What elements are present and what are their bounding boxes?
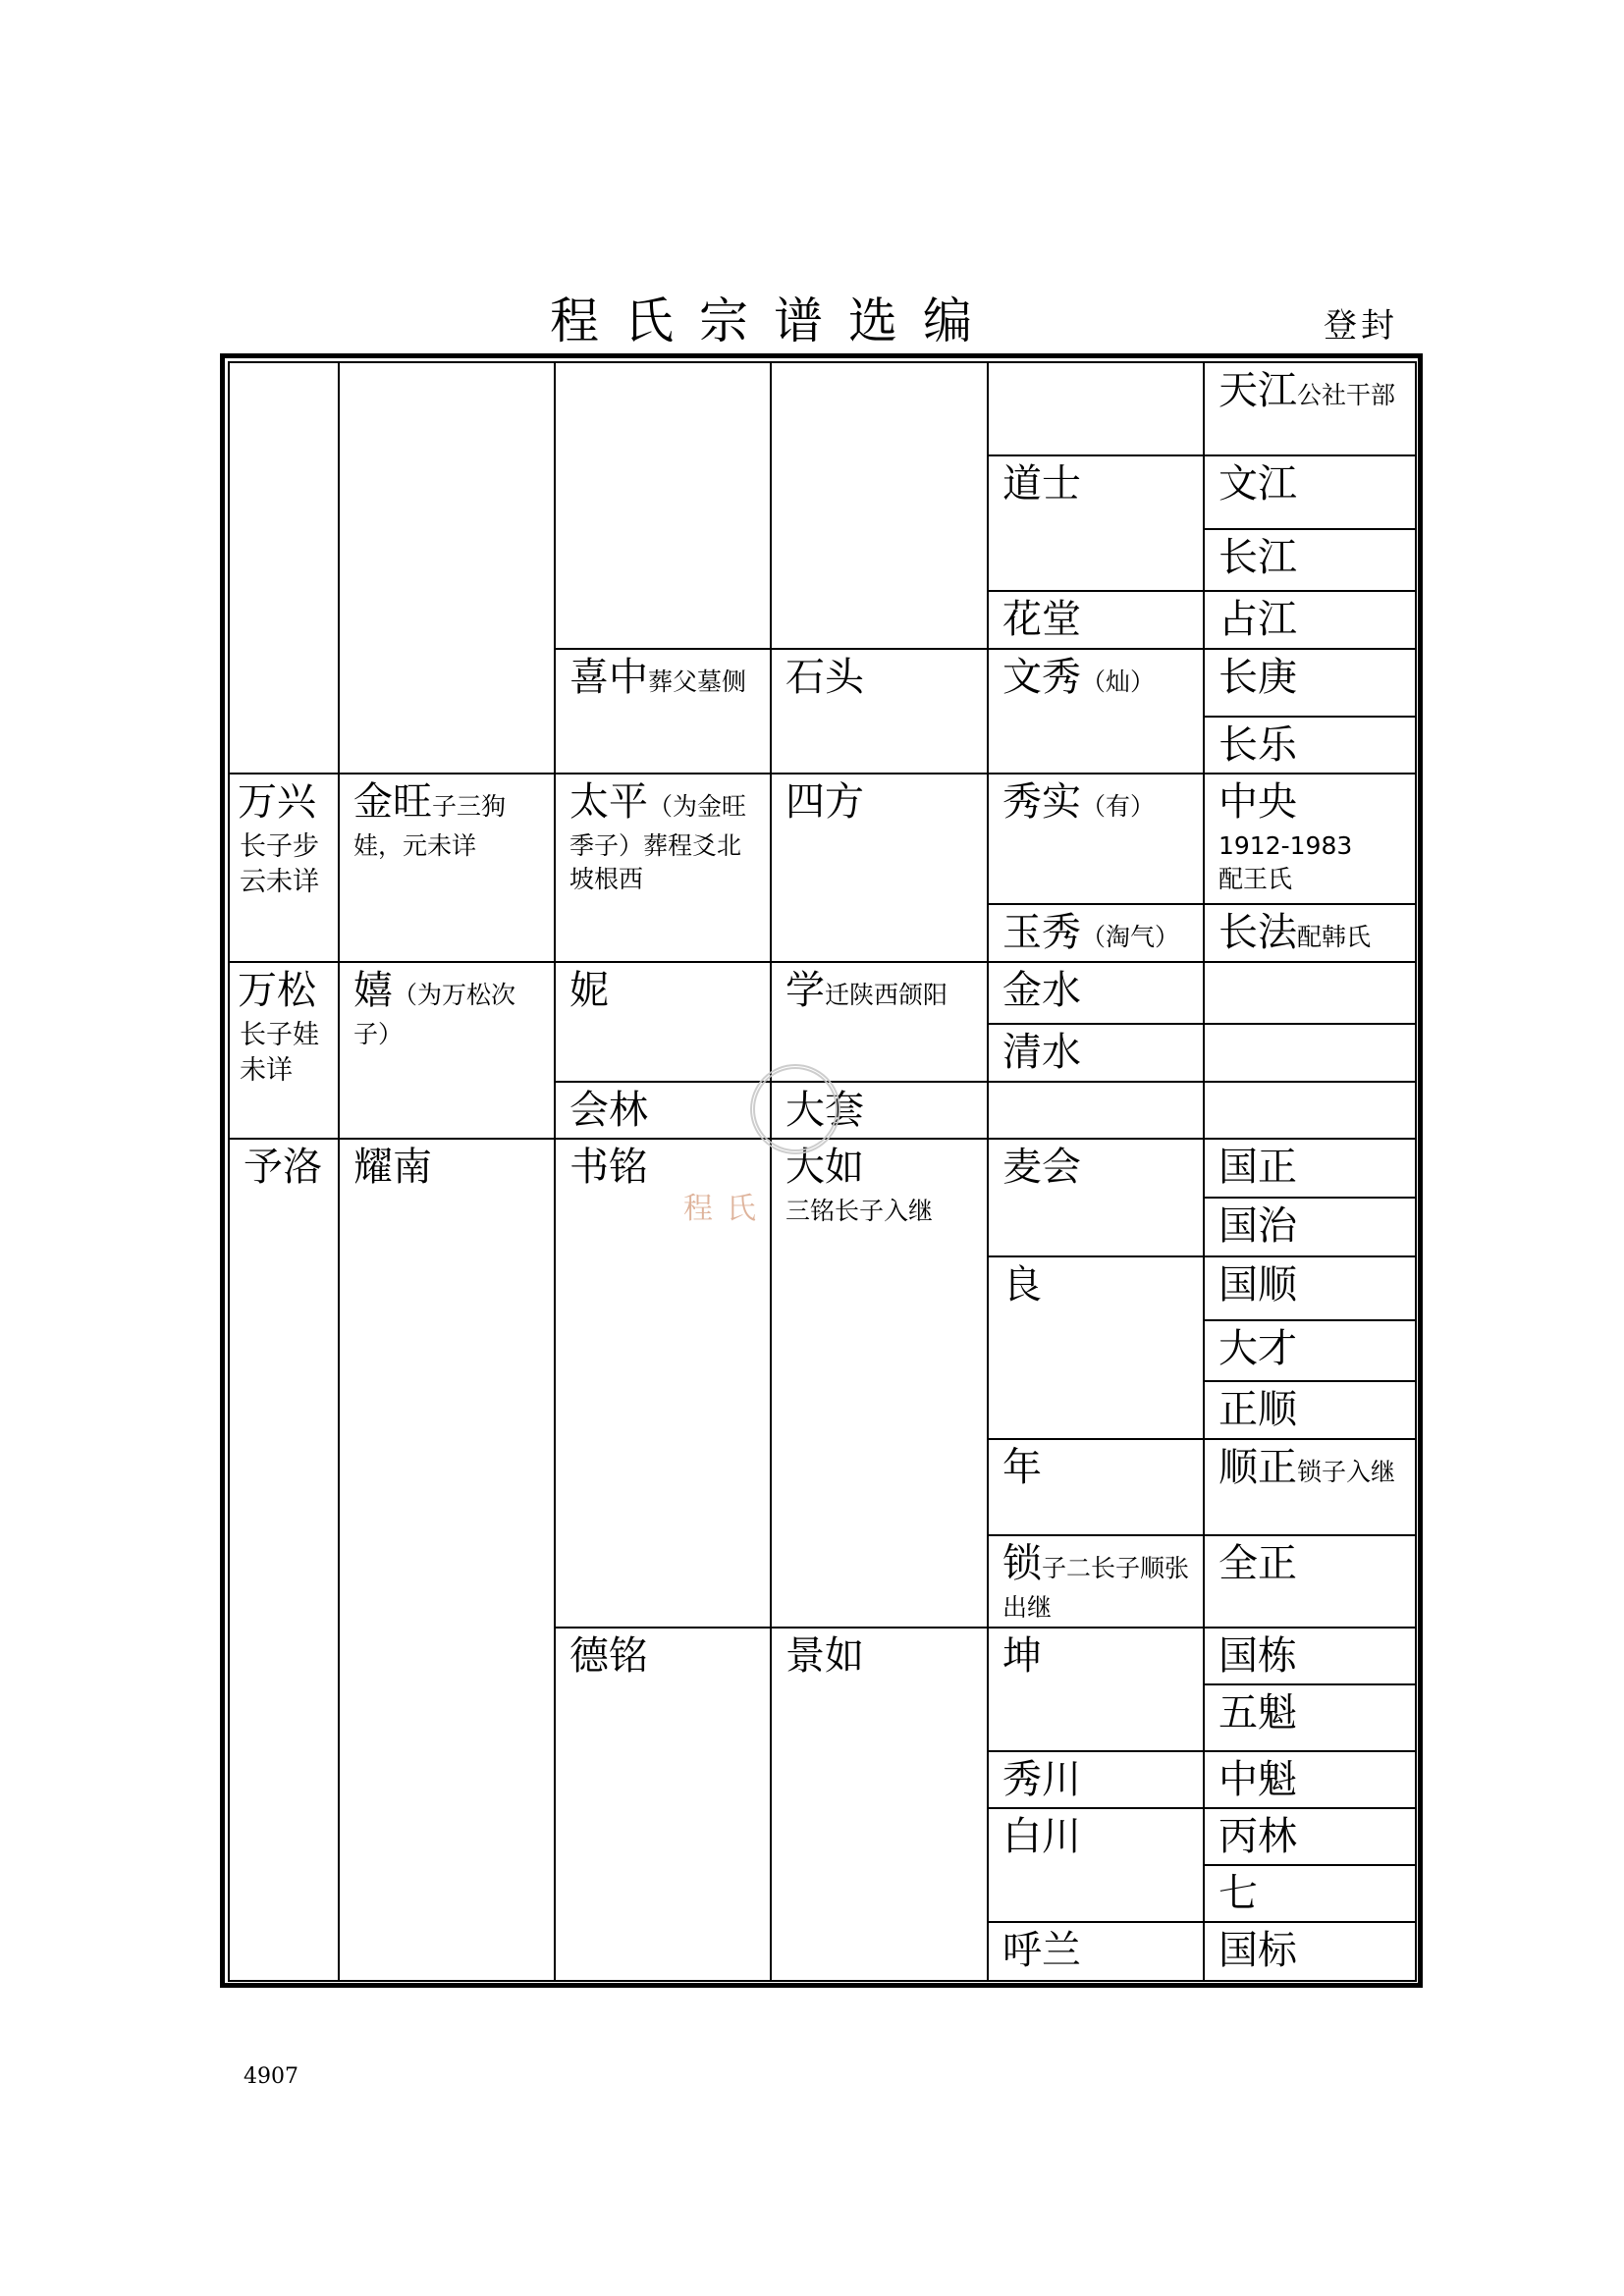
person-name: 丙林 <box>1218 1814 1297 1859</box>
person-name: 呼兰 <box>1002 1928 1081 1973</box>
gen6-cell <box>1204 1922 1416 1981</box>
person-name: 国正 <box>1218 1145 1297 1190</box>
gen5-cell <box>988 1922 1204 1981</box>
gen6-cell <box>1204 1381 1416 1439</box>
person-years: 1912-1983 <box>1218 831 1353 860</box>
person-name: 国标 <box>1218 1928 1297 1973</box>
gen5-cell <box>988 362 1204 455</box>
gen2-cell <box>339 1139 555 1981</box>
region-label: 登封 <box>1324 306 1398 346</box>
person-name: 五魁 <box>1218 1690 1297 1735</box>
table-row <box>229 774 1416 904</box>
person-note: （为金旺季子）葬程爻北坡根西 <box>569 792 747 893</box>
person-name: 清水 <box>1002 1030 1081 1075</box>
gen6-cell <box>1204 1082 1416 1139</box>
gen6-cell <box>1204 1751 1416 1808</box>
gen5-cell <box>988 591 1204 649</box>
person-name: 国治 <box>1218 1203 1297 1249</box>
person-name: 天江 <box>1218 368 1297 413</box>
person-name: 道士 <box>1002 461 1081 507</box>
person-name: 德铭 <box>569 1633 648 1679</box>
person-note: 子二长子顺张出继 <box>1002 1554 1190 1622</box>
gen4-cell <box>771 649 988 774</box>
person-name: 长江 <box>1218 535 1297 580</box>
person-name: 金水 <box>1002 968 1081 1013</box>
person-name: 长法 <box>1218 910 1297 955</box>
gen4-cell <box>771 1628 988 1981</box>
gen3-cell <box>555 649 771 774</box>
gen5-cell <box>988 1535 1204 1628</box>
gen6-cell <box>1204 1256 1416 1320</box>
person-name: 大才 <box>1218 1326 1297 1371</box>
gen5-cell <box>988 1024 1204 1082</box>
gen1-cell <box>229 774 339 962</box>
person-name: 金旺 <box>353 779 432 825</box>
person-note: （灿） <box>1081 667 1156 696</box>
gen3-cell <box>555 774 771 962</box>
person-name: 嬉 <box>353 968 393 1013</box>
gen6-cell <box>1204 529 1416 591</box>
person-note: （淘气） <box>1081 923 1180 951</box>
gen6-cell <box>1204 1865 1416 1922</box>
gen5-cell <box>988 1256 1204 1439</box>
person-note: 锁子入继 <box>1297 1458 1396 1486</box>
person-name: 国栋 <box>1218 1633 1297 1679</box>
gen5-cell <box>988 649 1204 774</box>
person-name: 学 <box>785 968 825 1013</box>
gen6-cell <box>1204 1139 1416 1198</box>
person-name: 国顺 <box>1218 1262 1297 1308</box>
gen1-cell <box>229 362 339 774</box>
person-name: 锁 <box>1002 1541 1042 1586</box>
person-note: 配韩氏 <box>1297 923 1372 951</box>
person-name: 书铭 <box>569 1145 648 1190</box>
watermark-text: 程氏 <box>683 1192 770 1226</box>
person-name: 中央 <box>1218 779 1297 825</box>
gen3-cell <box>555 1628 771 1981</box>
gen6-cell <box>1204 1320 1416 1381</box>
person-note: 配王氏 <box>1218 865 1293 893</box>
person-name: 年 <box>1002 1445 1042 1490</box>
page-title: 程氏宗谱选编 <box>550 293 998 349</box>
person-note: 葬父墓侧 <box>648 667 747 696</box>
person-note: 迁陕西颌阳 <box>825 981 948 1009</box>
person-name: 花堂 <box>1002 597 1081 642</box>
gen4-cell <box>771 962 988 1082</box>
gen6-cell <box>1204 774 1416 904</box>
table-row <box>229 1139 1416 1198</box>
gen5-cell <box>988 962 1204 1024</box>
person-name: 麦会 <box>1002 1145 1081 1190</box>
gen3-cell <box>555 962 771 1082</box>
gen4-cell <box>771 1139 988 1628</box>
gen1-cell <box>229 1139 339 1981</box>
person-name: 文秀 <box>1002 655 1081 700</box>
person-note: 三铭长子入继 <box>785 1197 934 1225</box>
person-name: 妮 <box>569 968 609 1013</box>
gen3-cell <box>555 362 771 649</box>
gen1-cell <box>229 962 339 1139</box>
gen6-cell <box>1204 1535 1416 1628</box>
gen5-cell <box>988 904 1204 962</box>
gen5-cell <box>988 455 1204 591</box>
page-number: 4907 <box>244 2064 298 2089</box>
gen6-cell <box>1204 962 1416 1024</box>
gen6-cell <box>1204 1684 1416 1751</box>
person-name: 景如 <box>785 1633 864 1679</box>
gen6-cell <box>1204 591 1416 649</box>
person-name: 白川 <box>1002 1814 1081 1859</box>
person-note: （有） <box>1081 792 1156 821</box>
person-name: 中魁 <box>1218 1757 1297 1802</box>
person-name: 七 <box>1218 1871 1258 1916</box>
table-row <box>229 962 1416 1024</box>
person-name: 予洛 <box>244 1145 322 1190</box>
gen6-cell <box>1204 1198 1416 1256</box>
person-note: 长子步云未详 <box>240 831 319 897</box>
person-name: 文江 <box>1218 461 1297 507</box>
gen2-cell <box>339 774 555 962</box>
person-name: 四方 <box>785 779 864 825</box>
gen6-cell <box>1204 649 1416 717</box>
person-name: 占江 <box>1218 597 1297 642</box>
gen5-cell <box>988 1439 1204 1535</box>
gen6-cell <box>1204 1024 1416 1082</box>
gen5-cell <box>988 1082 1204 1139</box>
gen5-cell <box>988 1751 1204 1808</box>
person-name: 秀实 <box>1002 779 1081 825</box>
gen6-cell <box>1204 455 1416 529</box>
person-name: 太平 <box>569 779 648 825</box>
gen6-cell <box>1204 1439 1416 1535</box>
person-name: 大如 <box>785 1145 864 1190</box>
gen4-cell <box>771 774 988 962</box>
person-name: 石头 <box>785 655 864 700</box>
person-name: 喜中 <box>569 655 648 700</box>
gen2-cell <box>339 362 555 774</box>
person-note: 长子娃未详 <box>240 1020 319 1086</box>
gen6-cell <box>1204 904 1416 962</box>
gen5-cell <box>988 1139 1204 1256</box>
gen5-cell <box>988 1628 1204 1751</box>
person-note: （为万松次子） <box>353 981 516 1048</box>
person-name: 顺正 <box>1218 1445 1297 1490</box>
person-name: 玉秀 <box>1002 910 1081 955</box>
gen3-cell <box>555 1082 771 1139</box>
genealogy-table <box>228 361 1417 1982</box>
gen4-cell <box>771 362 988 649</box>
person-name: 全正 <box>1218 1541 1297 1586</box>
person-name: 坤 <box>1002 1633 1042 1679</box>
person-name: 耀南 <box>353 1145 432 1190</box>
person-name: 正顺 <box>1218 1387 1297 1432</box>
gen6-cell <box>1204 717 1416 774</box>
table-row <box>229 362 1416 455</box>
person-note: 子三狗娃，元未详 <box>353 792 507 860</box>
person-name: 大套 <box>785 1088 864 1133</box>
person-name: 会林 <box>569 1088 648 1133</box>
gen5-cell <box>988 774 1204 904</box>
gen2-cell <box>339 962 555 1139</box>
person-name: 秀川 <box>1002 1757 1081 1802</box>
gen6-cell <box>1204 1808 1416 1865</box>
gen6-cell <box>1204 362 1416 455</box>
person-name: 万松 <box>238 968 316 1013</box>
person-note: 公社干部 <box>1297 381 1396 409</box>
person-name: 良 <box>1002 1262 1042 1308</box>
seal-stamp-icon <box>750 1064 840 1154</box>
gen6-cell <box>1204 1628 1416 1684</box>
person-name: 长庚 <box>1218 655 1297 700</box>
person-name: 万兴 <box>238 779 316 825</box>
gen5-cell <box>988 1808 1204 1922</box>
person-name: 长乐 <box>1218 722 1297 768</box>
